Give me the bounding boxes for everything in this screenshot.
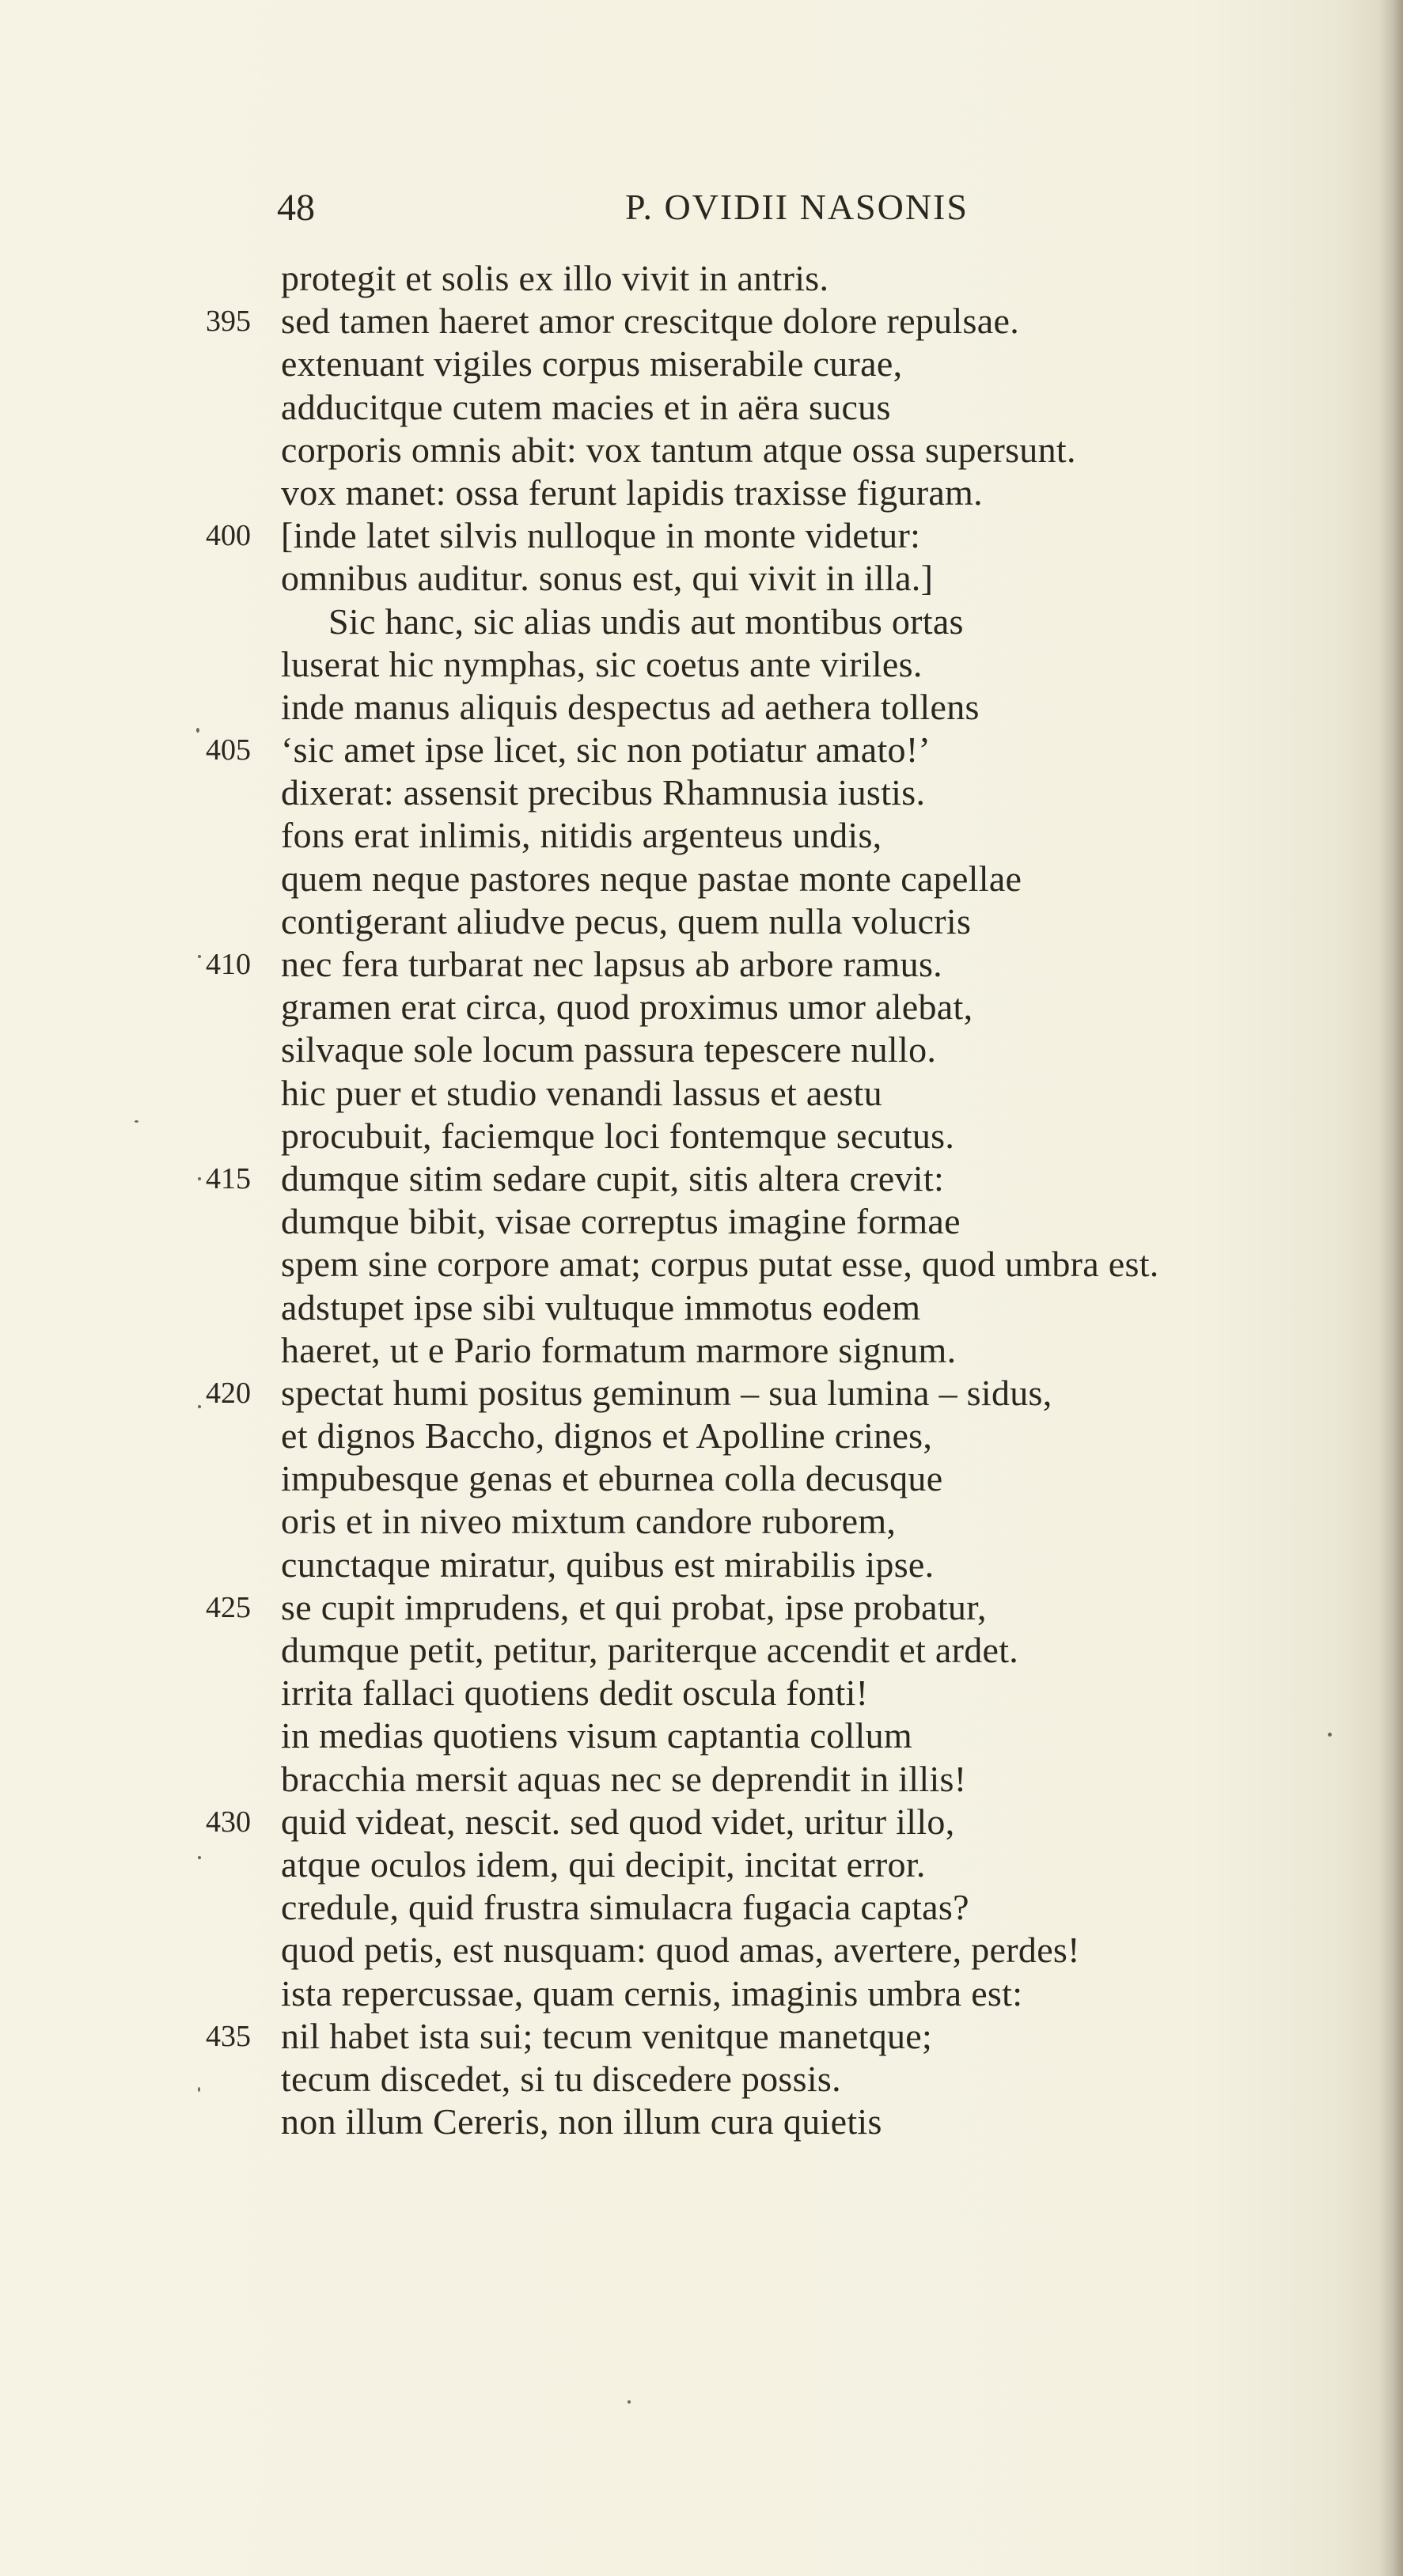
- verse-line: [206, 1929, 1353, 1972]
- running-title: P. OVIDII NASONIS: [625, 187, 969, 227]
- line-number: 400: [206, 519, 251, 553]
- verse-text: silvaque sole locum passura tepescere nullo.: [281, 1029, 937, 1070]
- verse-text: tecum discedet, si tu discedere possis.: [281, 2058, 841, 2099]
- verse-line: [206, 1758, 1353, 1801]
- verse-line: [206, 1243, 1353, 1286]
- page-number: 48: [277, 187, 315, 229]
- verse-line: [206, 1286, 1353, 1329]
- verse-text: adstupet ipse sibi vultuque immotus eodem: [281, 1286, 921, 1328]
- verse-text: haeret, ut e Pario formatum marmore signum.: [281, 1329, 957, 1370]
- verse-line: [206, 2101, 1353, 2143]
- line-number: 395: [206, 305, 251, 339]
- verse-line: [206, 686, 1353, 729]
- verse-line: [206, 429, 1353, 472]
- verse-line: [206, 643, 1353, 686]
- verse-line: [206, 943, 1353, 986]
- line-number: 415: [206, 1161, 251, 1195]
- line-number: 410: [206, 948, 251, 981]
- verse-text: extenuant vigiles corpus miserabile curae,: [281, 343, 903, 385]
- verse-text: se cupit imprudens, et qui probat, ipse probatur,: [281, 1586, 987, 1627]
- verse-text: vox manet: ossa ferunt lapidis traxisse figuram.: [281, 472, 983, 513]
- verse-line: [206, 1157, 1353, 1200]
- verse-text: nil habet ista sui; tecum venitque manetque;: [281, 2015, 933, 2056]
- verse-line: [206, 1415, 1353, 1457]
- verse-line: [206, 729, 1353, 771]
- verse-line: [206, 1972, 1353, 2015]
- verse-text: dumque sitim sedare cupit, sitis altera crevit:: [281, 1157, 945, 1199]
- verse-text: dixerat: assensit precibus Rhamnusia iustis.: [281, 772, 926, 813]
- line-number: 405: [206, 733, 251, 767]
- verse-text: quid videat, nescit. sed quod videt, uritur illo,: [281, 1801, 955, 1842]
- margin-speck: [198, 1856, 201, 1859]
- margin-speck: [198, 1177, 201, 1180]
- verse-line: [206, 300, 1353, 343]
- verse-text: inde manus aliquis despectus ad aethera tollens: [281, 686, 980, 727]
- verse-line: [206, 1886, 1353, 1929]
- verse-line: [206, 1115, 1353, 1157]
- verse-text: ‘sic amet ipse licet, sic non potiatur amato!’: [281, 729, 931, 771]
- verse-line: [206, 557, 1353, 600]
- verse-line: [206, 986, 1353, 1029]
- verse-text: in medias quotiens visum captantia collum: [281, 1715, 912, 1756]
- verse-line: [206, 1329, 1353, 1372]
- verse-text: hic puer et studio venandi lassus et aestu: [281, 1072, 882, 1113]
- verse-line: [206, 858, 1353, 900]
- verse-line: [206, 1029, 1353, 1071]
- verse-line: [206, 2058, 1353, 2101]
- verse-text: omnibus auditur. sonus est, qui vivit in illa.]: [281, 558, 934, 599]
- verse-line: [206, 343, 1353, 385]
- verse-text: bracchia mersit aquas nec se deprendit in illis!: [281, 1758, 967, 1799]
- verse-line: [206, 1500, 1353, 1543]
- verse-line: [206, 600, 1353, 643]
- verse-line: [206, 1457, 1353, 1500]
- verse-line: [206, 1714, 1353, 1757]
- verse-text: credule, quid frustra simulacra fugacia captas?: [281, 1887, 969, 1928]
- margin-speck: [198, 955, 201, 958]
- verse-text: et dignos Baccho, dignos et Apolline crines,: [281, 1415, 933, 1457]
- margin-speck: [198, 2087, 200, 2092]
- verse-text: dumque bibit, visae correptus imagine formae: [281, 1201, 961, 1242]
- page-edge-shadow: [1379, 0, 1403, 2576]
- verse-text: non illum Cereris, non illum cura quietis: [281, 2101, 882, 2142]
- margin-speck: [628, 2400, 631, 2404]
- verse-line: [206, 472, 1353, 514]
- verse-text: adducitque cutem macies et in aëra sucus: [281, 386, 891, 427]
- verse-text: procubuit, faciemque loci fontemque secutus.: [281, 1115, 955, 1156]
- verse-block: [206, 257, 1353, 2143]
- verse-line: [206, 1544, 1353, 1586]
- verse-line: [206, 1200, 1353, 1243]
- margin-speck: [198, 1405, 201, 1408]
- verse-text: irrita fallaci quotiens dedit oscula fonti!: [281, 1673, 869, 1714]
- verse-text: spem sine corpore amat; corpus putat esse, quod umbra est.: [281, 1244, 1159, 1285]
- verse-text: Sic hanc, sic alias undis aut montibus ortas: [328, 600, 964, 642]
- verse-text: spectat humi positus geminum – sua lumina – sidus,: [281, 1372, 1052, 1413]
- verse-text: nec fera turbarat nec lapsus ab arbore ramus.: [281, 944, 942, 984]
- verse-text: ista repercussae, quam cernis, imaginis umbra est:: [281, 1972, 1023, 2013]
- verse-text: quem neque pastores neque pastae monte capellae: [281, 858, 1022, 899]
- verse-text: corporis omnis abit: vox tantum atque ossa supersunt.: [281, 429, 1076, 470]
- page-header: [277, 186, 1076, 241]
- verse-text: impubesque genas et eburnea colla decusque: [281, 1458, 943, 1499]
- verse-text: gramen erat circa, quod proximus umor alebat,: [281, 987, 973, 1028]
- verse-line: [206, 514, 1353, 557]
- margin-speck: [135, 1120, 138, 1123]
- line-number: 430: [206, 1805, 251, 1839]
- margin-speck: [196, 728, 199, 733]
- verse-line: [206, 1586, 1353, 1629]
- verse-line: [206, 2015, 1353, 2058]
- line-number: 425: [206, 1590, 251, 1624]
- verse-line: [206, 1072, 1353, 1115]
- verse-line: [206, 814, 1353, 857]
- verse-text: fons erat inlimis, nitidis argenteus undis,: [281, 815, 882, 856]
- line-number: 435: [206, 2019, 251, 2053]
- verse-line: [206, 1372, 1353, 1415]
- verse-text: luserat hic nymphas, sic coetus ante viriles.: [281, 643, 923, 684]
- verse-line: [206, 386, 1353, 429]
- verse-text: quod petis, est nusquam: quod amas, avertere, perdes!: [281, 1930, 1080, 1971]
- verse-line: [206, 771, 1353, 814]
- verse-text: [inde latet silvis nulloque in monte videtur:: [281, 515, 921, 556]
- verse-line: [206, 1629, 1353, 1672]
- verse-line: [206, 1843, 1353, 1886]
- margin-speck: [1328, 1733, 1332, 1737]
- line-number: 420: [206, 1376, 251, 1410]
- verse-text: dumque petit, petitur, pariterque accendit et ardet.: [281, 1630, 1019, 1670]
- verse-line: [206, 1801, 1353, 1843]
- verse-line: [206, 1672, 1353, 1714]
- verse-text: oris et in niveo mixtum candore ruborem,: [281, 1501, 897, 1542]
- verse-text: protegit et solis ex illo vivit in antris.: [281, 258, 829, 298]
- verse-text: sed tamen haeret amor crescitque dolore repulsae.: [281, 301, 1019, 342]
- verse-text: cunctaque miratur, quibus est mirabilis ipse.: [281, 1544, 935, 1585]
- verse-line: [206, 257, 1353, 300]
- verse-text: atque oculos idem, qui decipit, incitat error.: [281, 1843, 926, 1885]
- verse-line: [206, 900, 1353, 943]
- verse-text: contigerant aliudve pecus, quem nulla volucris: [281, 900, 972, 941]
